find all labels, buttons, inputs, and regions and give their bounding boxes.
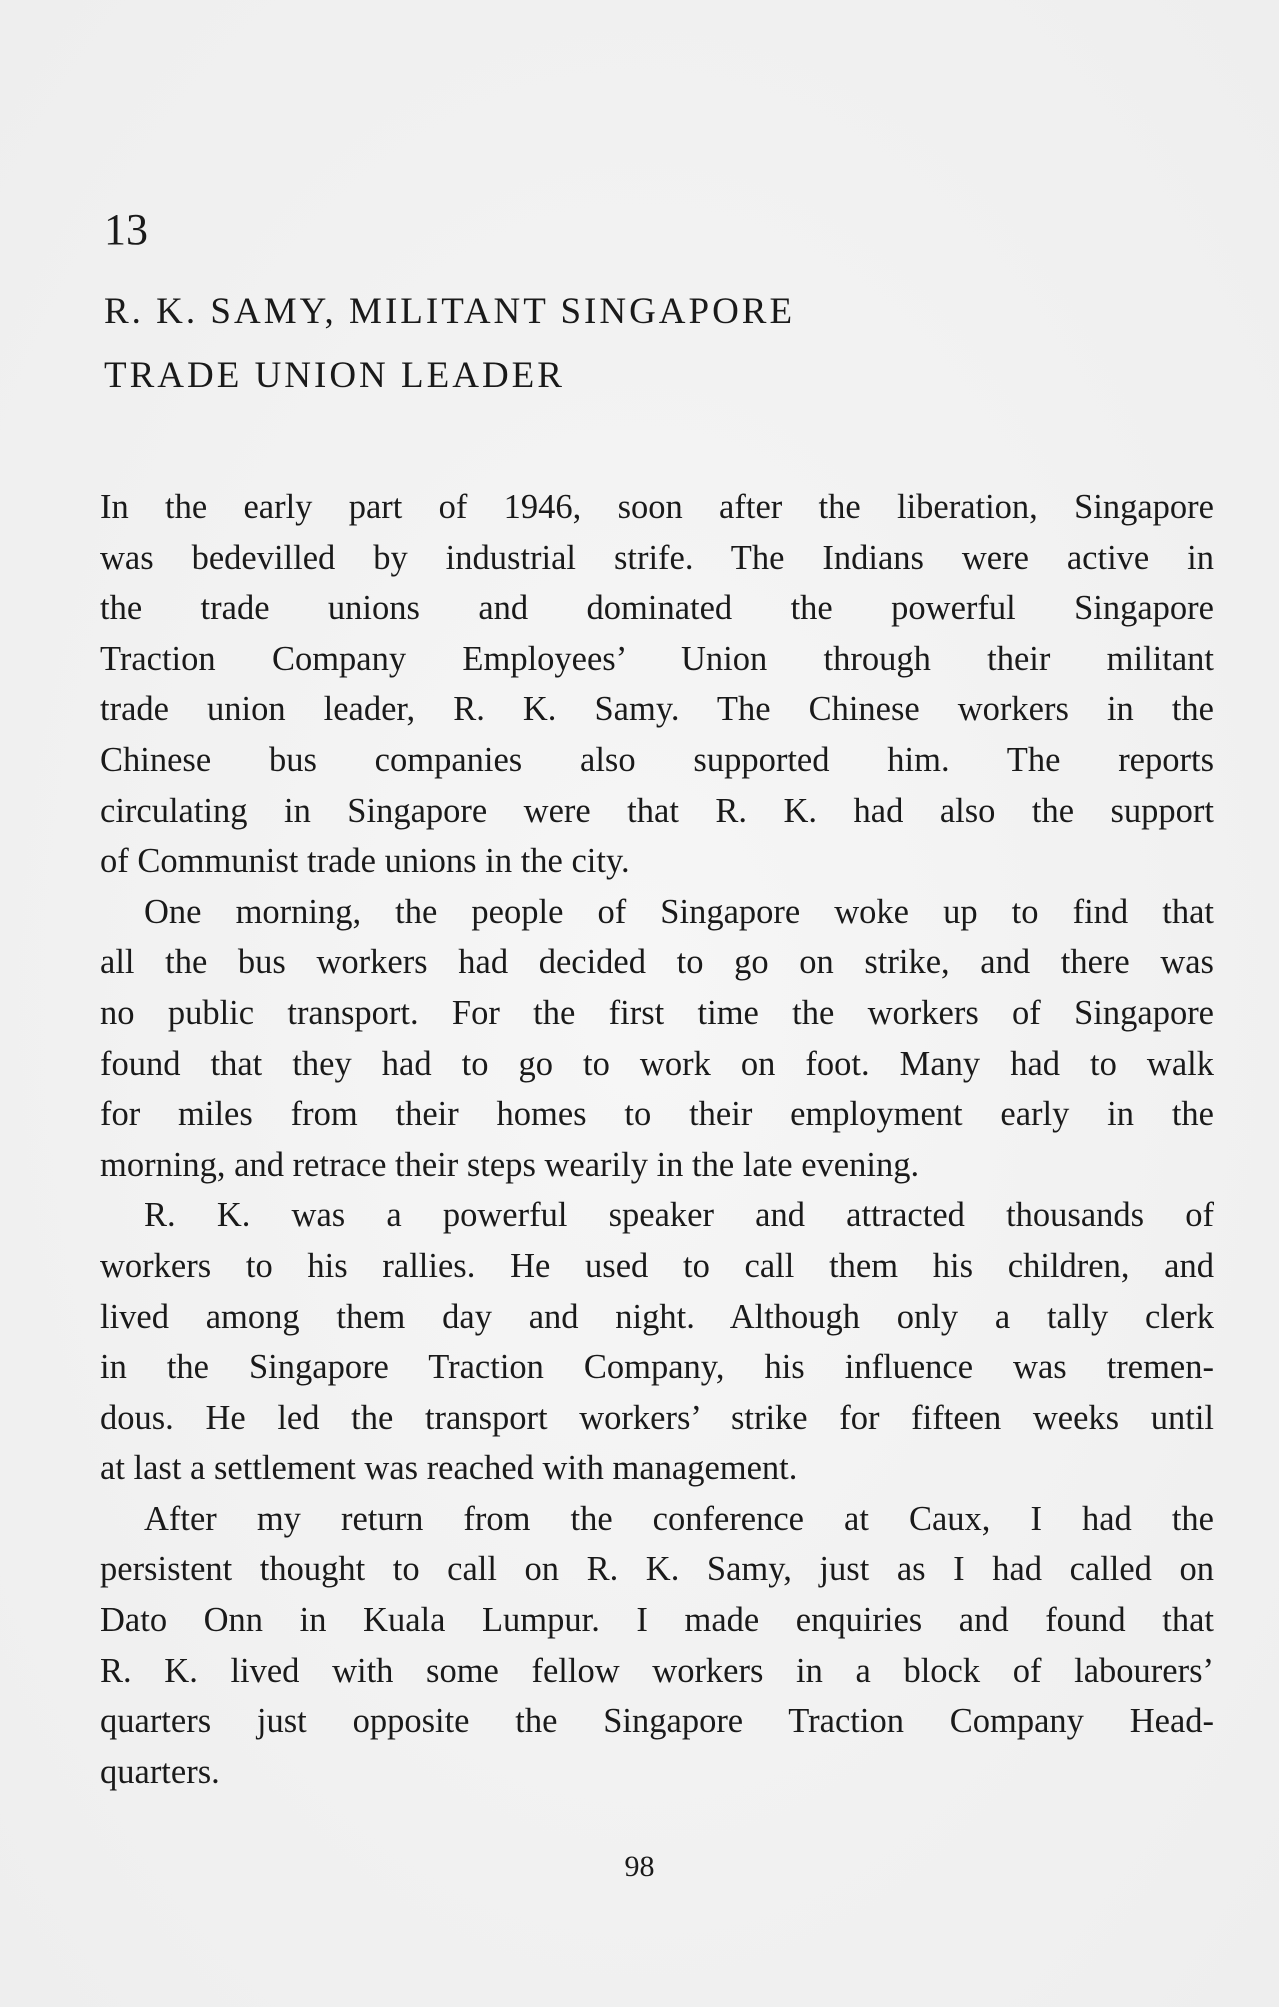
text-line: was bedevilled by industrial strife. The Indians were active in: [100, 538, 1214, 577]
text-line: no public transport. For the first time the workers of Singapore: [100, 993, 1214, 1032]
text-line: R. K. was a powerful speaker and attracted thousands of: [144, 1196, 1214, 1235]
chapter-title-line: TRADE UNION LEADER: [104, 355, 565, 396]
text-line: all the bus workers had decided to go on strike, and there was: [100, 943, 1214, 982]
text-line: dous. He led the transport workers’ strike for fifteen weeks until: [100, 1398, 1214, 1437]
paragraph: [100, 887, 1214, 1191]
text-line: After my return from the conference at Caux, I had the: [144, 1499, 1214, 1538]
text-line: for miles from their homes to their employment early in the: [100, 1095, 1214, 1134]
text-line: found that they had to go to work on foot. Many had to walk: [100, 1044, 1214, 1083]
paragraph: [100, 1494, 1214, 1798]
paragraph: [100, 1190, 1214, 1494]
text-line: in the Singapore Traction Company, his influence was tremen-: [100, 1348, 1214, 1387]
text-line: of Communist trade unions in the city.: [100, 842, 630, 881]
text-line: One morning, the people of Singapore woke up to find that: [144, 892, 1214, 931]
text-line: Dato Onn in Kuala Lumpur. I made enquiries and found that: [100, 1601, 1214, 1640]
text-line: quarters.: [100, 1752, 220, 1791]
chapter-title-line: R. K. SAMY, MILITANT SINGAPORE: [104, 291, 796, 332]
text-line: Traction Company Employees’ Union through their militant: [100, 639, 1214, 678]
text-line: quarters just opposite the Singapore Traction Company Head-: [100, 1702, 1214, 1741]
text-line: circulating in Singapore were that R. K. had also the support: [100, 791, 1214, 830]
text-line: In the early part of 1946, soon after the liberation, Singapore: [100, 488, 1214, 526]
page-number: 98: [624, 1850, 655, 1883]
text-line: at last a settlement was reached with management.: [100, 1449, 798, 1488]
text-line: lived among them day and night. Although only a tally clerk: [100, 1297, 1214, 1336]
text-line: Chinese bus companies also supported him. The reports: [100, 740, 1214, 779]
text-line: workers to his rallies. He used to call them his children, and: [100, 1246, 1214, 1285]
text-line: persistent thought to call on R. K. Samy, just as I had called on: [100, 1550, 1214, 1589]
body-text: [100, 482, 1214, 1797]
chapter-title: [104, 280, 795, 408]
text-line: trade union leader, R. K. Samy. The Chinese workers in the: [100, 690, 1214, 729]
text-line: R. K. lived with some fellow workers in a block of labourers’: [100, 1651, 1214, 1690]
text-line: morning, and retrace their steps wearily in the late evening.: [100, 1145, 920, 1184]
text-line: the trade unions and dominated the powerful Singapore: [100, 589, 1214, 628]
chapter-number: 13: [104, 205, 148, 254]
paragraph: [100, 482, 1214, 887]
